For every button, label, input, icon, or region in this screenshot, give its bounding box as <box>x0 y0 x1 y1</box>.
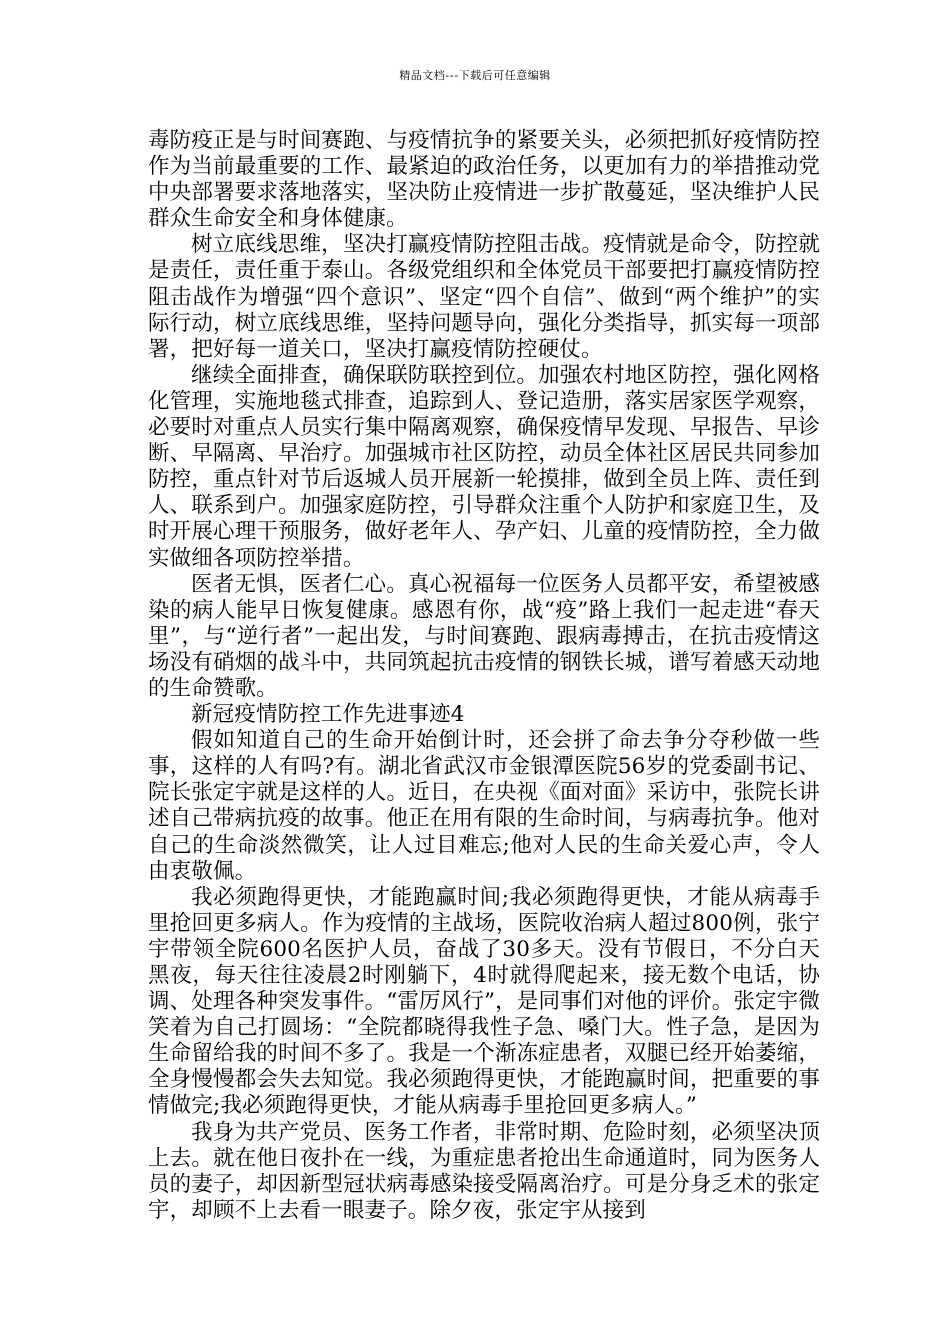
paragraph: 医者无惧，医者仁心。真心祝福每一位医务人员都平安，希望被感染的病人能早日恢复健康。感恩有你，战“疫”路上我们一起走进“春天里”，与“逆行者”一起出发，与时间赛跑、跟病毒搏击，在抗击疫情这场没有硝烟的战斗中，共同筑起抗击疫情的钢铁长城，谱写着感天动地的生命赞歌。 <box>148 571 820 701</box>
paragraph: 假如知道自己的生命开始倒计时，还会拼了命去争分夺秒做一些事，这样的人有吗?有。湖北省武汉市金银潭医院56岁的党委副书记、院长张定宇就是这样的人。近日，在央视《面对面》采访中，张院长讲述自己带病抗疫的故事。他正在用有限的生命时间，与病毒抗争。他对自己的生命淡然微笑，让人过目难忘;他对人民的生命关爱心声，令人由衷敬佩。 <box>148 728 820 884</box>
paragraph: 毒防疫正是与时间赛跑、与疫情抗争的紧要关头，必须把抓好疫情防控作为当前最重要的工作、最紧迫的政治任务，以更加有力的举措推动党中央部署要求落地落实，坚决防止疫情进一步扩散蔓延，坚决维护人民群众生命安全和身体健康。 <box>148 128 820 232</box>
paragraph: 继续全面排查，确保联防联控到位。加强农村地区防控，强化网格化管理，实施地毯式排查，追踪到人、登记造册，落实居家医学观察，必要时对重点人员实行集中隔离观察，确保疫情早发现、早报告、早诊断、早隔离、早治疗。加强城市社区防控，动员全体社区居民共同参加防控，重点针对节后返城人员开展新一轮摸排，做到全员上阵、责任到人、联系到户。加强家庭防控，引导群众注重个人防护和家庭卫生，及时开展心理干预服务，做好老年人、孕产妇、儿童的疫情防控，全力做实做细各项防控举措。 <box>148 362 820 571</box>
page-header: 精品文档---下载后可任意编辑 <box>399 69 551 82</box>
paragraph: 我必须跑得更快，才能跑赢时间;我必须跑得更快，才能从病毒手里抢回更多病人。作为疫情的主战场，医院收治病人超过800例，张宁宇带领全院600名医护人员，奋战了30多天。没有节假日，不分白天黑夜，每天往往凌晨2时刚躺下，4时就得爬起来，接无数个电话，协调、处理各种突发事件。“雷厉风行”，是同事们对他的评价。张定宇微笑着为自己打圆场：“全院都晓得我性子急、嗓门大。性子急，是因为生命留给我的时间不多了。我是一个渐冻症患者，双腿已经开始萎缩，全身慢慢都会失去知觉。我必须跑得更快，才能跑赢时间，把重要的事情做完;我必须跑得更快，才能从病毒手里抢回更多病人。” <box>148 884 820 1119</box>
document-body <box>148 128 820 1224</box>
paragraph: 树立底线思维，坚决打赢疫情防控阻击战。疫情就是命令，防控就是责任，责任重于泰山。各级党组织和全体党员干部要把打赢疫情防控阻击战作为增强“四个意识”、坚定“四个自信”、做到“两个维护”的实际行动，树立底线思维，坚持问题导向，强化分类指导，抓实每一项部署，把好每一道关口，坚决打赢疫情防控硬仗。 <box>148 232 820 362</box>
section-heading: 新冠疫情防控工作先进事迹4 <box>191 702 465 728</box>
paragraph: 我身为共产党员、医务工作者，非常时期、危险时刻，必须坚决顶上去。就在他日夜扑在一线，为重症患者抢出生命通道时，同为医务人员的妻子，却因新型冠状病毒感染接受隔离治疗。可是分身乏术的张定宇，却顾不上去看一眼妻子。除夕夜，张定宇从接到 <box>148 1119 820 1223</box>
